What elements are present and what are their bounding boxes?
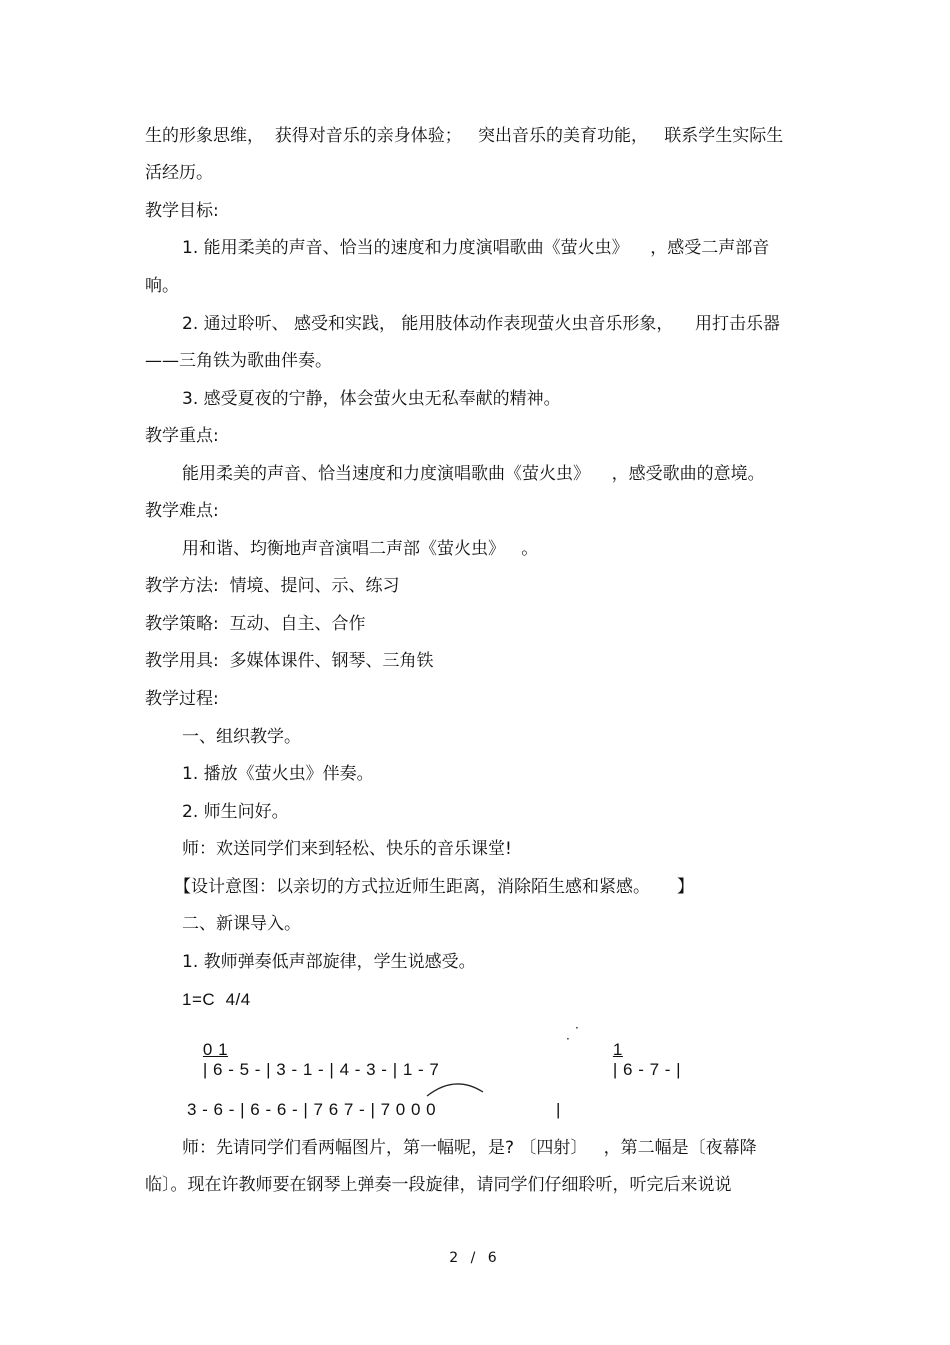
- score-row-1-end: [592, 1020, 681, 1100]
- score-measures: | 6 - 5 - | 3 - 1 - | 4 - 3 - | 1 - 7: [202, 1060, 440, 1079]
- objective-item: 1. 能用柔美的声音、恰当的速度和力度演唱歌曲《萤火虫》 ，感受二声部音: [182, 238, 770, 258]
- dialogue-line: 师：先请同学们看两幅图片，第一幅呢，是? 〔四射〕 ，第二幅是〔夜幕降: [182, 1138, 757, 1158]
- section-heading: 教学目标:: [145, 201, 219, 221]
- design-intent-note: 【设计意图：以亲切的方式拉近师生距离，消除陌生感和紧感。 】: [174, 877, 695, 897]
- paragraph-line: 生的形象思维， 获得对音乐的亲身体验； 突出音乐的美育功能， 联系学生实际生: [145, 126, 784, 146]
- paragraph-line: 响。: [145, 276, 179, 296]
- score-pickup-notes: 0 1: [202, 1040, 229, 1059]
- objective-item: 2. 通过聆听、 感受和实践， 能用肢体动作表现萤火虫音乐形象， 用打击乐器: [182, 314, 781, 334]
- score-bar-line: |: [556, 1100, 561, 1119]
- page-number: 2 / 6: [449, 1250, 501, 1266]
- section-heading: 教学重点:: [145, 426, 219, 446]
- step-item: 1. 播放《萤火虫》伴奏。: [182, 764, 374, 784]
- slur-mark: [425, 1080, 487, 1098]
- step-item: 2. 师生问好。: [182, 802, 289, 822]
- step-heading: 一、组织教学。: [182, 727, 301, 747]
- paragraph-line: 活经历。: [145, 163, 213, 183]
- score-dot: ·: [575, 1021, 579, 1035]
- paragraph-line: ——三角铁为歌曲伴奏。: [145, 351, 332, 371]
- objective-item: 3. 感受夏夜的宁静，体会萤火虫无私奉献的精神。: [182, 389, 561, 409]
- step-heading: 二、新课导入。: [182, 914, 301, 934]
- paragraph-line: 用和谐、均衡地声音演唱二声部《萤火虫》 。: [182, 539, 539, 559]
- section-heading: 教学过程:: [145, 689, 219, 709]
- method-line: 教学方法: 情境、提问、示、练习: [145, 576, 400, 596]
- section-heading: 教学难点:: [145, 501, 219, 521]
- score-measures: | 6 - 7 - |: [612, 1060, 682, 1079]
- score-row-1: [182, 1020, 439, 1100]
- paragraph-line: 临〕。现在许教师要在钢琴上弹奏一段旋律，请同学们仔细聆听，听完后来说说: [145, 1175, 732, 1195]
- score-dot: ·: [566, 1032, 570, 1046]
- strategy-line: 教学策略: 互动、自主、合作: [145, 614, 366, 634]
- dialogue-line: 师：欢送同学们来到轻松、快乐的音乐课堂!: [182, 839, 512, 859]
- tools-line: 教学用具: 多媒体课件、钢琴、三角铁: [145, 651, 434, 671]
- score-note: 1: [612, 1040, 623, 1059]
- step-item: 1. 教师弹奏低声部旋律，学生说感受。: [182, 952, 476, 972]
- score-row-2: 3 - 6 - | 6 - 6 - | 7 6 7 - | 7 0 0 0: [187, 1100, 437, 1119]
- paragraph-line: 能用柔美的声音、恰当速度和力度演唱歌曲《萤火虫》 ，感受歌曲的意境。: [182, 464, 765, 484]
- score-key-signature: 1=C 4/4: [182, 990, 251, 1009]
